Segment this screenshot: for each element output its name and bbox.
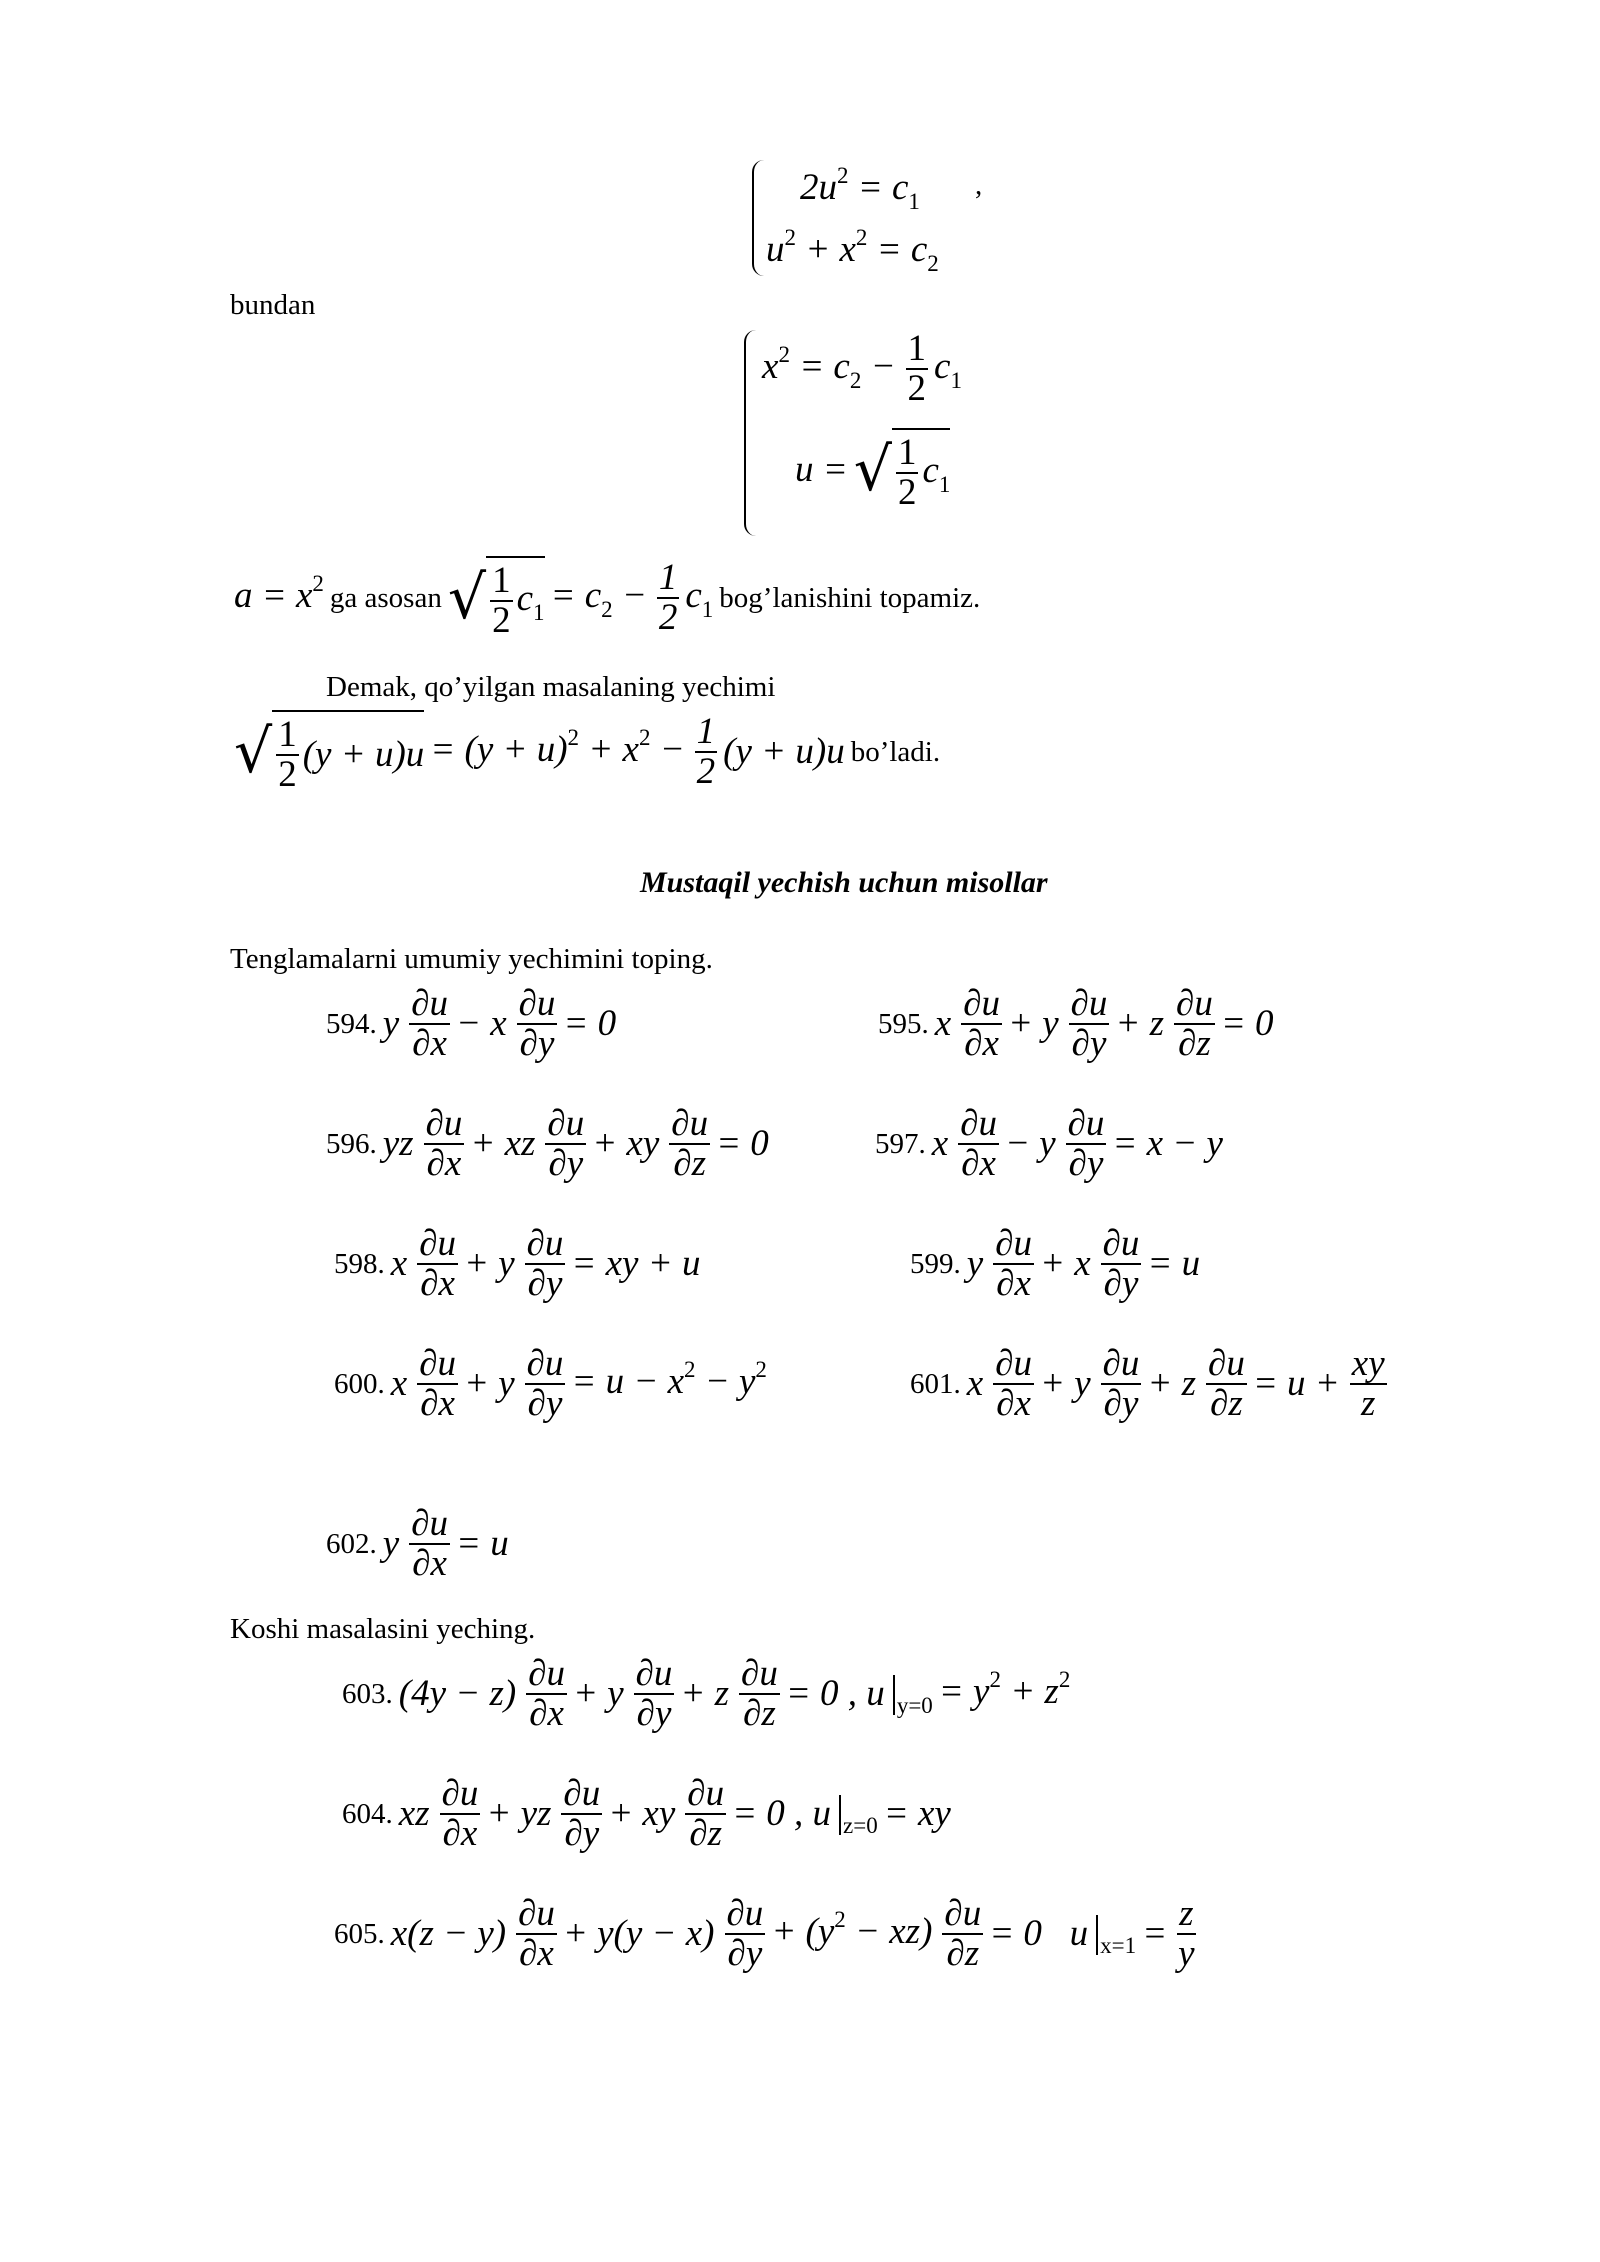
exercise-number: 598.: [334, 1248, 385, 1280]
exercise-604: 604. xz $\frac{\partial u}{\partial x}$ + yz $\frac{\partial u}{\partial y}$ + xy $\frac{\partial u}{\partial z}$ = 0 , u $_{z=0}$ = xy: [342, 1773, 951, 1854]
exercise-597: 597. x $\frac{\partial u}{\partial x}$ − y $\frac{\partial u}{\partial y}$ = x − y: [875, 1103, 1223, 1184]
text-demak: Demak, qo’yilgan masalaning yechimi: [326, 671, 776, 703]
text-ga-asosan: ga asosan: [329, 582, 442, 614]
exercise-603: 603. (4y − z) $\frac{\partial u}{\partial x}$ + y $\frac{\partial u}{\partial y}$ + z $\frac{\partial u}{\partial z}$ = 0 , u $_{y=0}$ = $y^2 + z^2$: [342, 1653, 1071, 1734]
solution-line: √ $\frac{1}{2}$ (y + u)u = $(y + u)^2 + x^2$ − $\frac{1}{2}$ (y + u)u bo’ladi.: [234, 711, 941, 795]
text-boladi: bo’ladi.: [850, 736, 941, 768]
system2-eq2: u = √ $\frac{1}{2}$ $c_1$: [795, 428, 956, 512]
system1-eq2: $u^2 + x^2 = c_2$: [766, 225, 939, 276]
exercise-number: 599.: [910, 1248, 961, 1280]
exercise-number: 595.: [878, 1008, 929, 1040]
system1-comma: ,: [975, 169, 983, 201]
system-brace-1: [752, 160, 764, 276]
exercise-number: 600.: [334, 1368, 385, 1400]
exercise-598: 598. x $\frac{\partial u}{\partial x}$ + y $\frac{\partial u}{\partial y}$ = xy + u: [334, 1223, 701, 1304]
exercise-602: 602. y $\frac{\partial u}{\partial x}$ = u: [326, 1503, 509, 1584]
exercise-601: 601. x $\frac{\partial u}{\partial x}$ + y $\frac{\partial u}{\partial y}$ + z $\frac{\partial u}{\partial z}$ = u + $\frac{xy}{z}$: [910, 1343, 1385, 1424]
text-bundan: bundan: [230, 289, 316, 321]
system1-eq1: $2u^2 = c_1$: [800, 163, 920, 214]
exercise-596: 596. yz $\frac{\partial u}{\partial x}$ + xz $\frac{\partial u}{\partial y}$ + xy $\frac{\partial u}{\partial z}$ = 0: [326, 1103, 769, 1184]
exercise-594: 594. y $\frac{\partial u}{\partial x}$ − x $\frac{\partial u}{\partial y}$ = 0: [326, 983, 617, 1064]
exercise-605: 605. x(z − y) $\frac{\partial u}{\partial x}$ + y(y − x) $\frac{\partial u}{\partial y}$ + $(y^2 - xz)$ $\frac{\partial u}{\partial z}$ = 0 u $_{x=1}$ = $\frac{z}{y}$: [334, 1893, 1195, 1974]
exercise-600: 600. x $\frac{\partial u}{\partial x}$ + y $\frac{\partial u}{\partial y}$ = $u - x^2 - y^2$: [334, 1343, 767, 1424]
exercise-number: 604.: [342, 1798, 393, 1830]
exercise-number: 594.: [326, 1008, 377, 1040]
text-boglanish: bog’lanishini topamiz.: [719, 582, 981, 614]
exercise-number: 601.: [910, 1368, 961, 1400]
exercise-599: 599. y $\frac{\partial u}{\partial x}$ + x $\frac{\partial u}{\partial y}$ = u: [910, 1223, 1201, 1304]
section-title: Mustaqil yechish uchun misollar: [640, 866, 1048, 899]
relation-line: $a = x^2$ ga asosan √ $\frac{1}{2}$ $c_1$ = $c_2$ − $\frac{1}{2}$ $c_1$ bog’lanishini topamiz.: [234, 557, 981, 641]
system2-eq1: $x^2 = c_2$ − $\frac{1}{2}$ $c_1$: [762, 328, 962, 409]
exercise-595: 595. x $\frac{\partial u}{\partial x}$ + y $\frac{\partial u}{\partial y}$ + z $\frac{\partial u}{\partial z}$ = 0: [878, 983, 1274, 1064]
exercise-number: 596.: [326, 1128, 377, 1160]
system-brace-2: [744, 330, 756, 536]
exercise-number: 602.: [326, 1528, 377, 1560]
exercise-number: 603.: [342, 1678, 393, 1710]
exercise-number: 597.: [875, 1128, 926, 1160]
text-tenglamalar: Tenglamalarni umumiy yechimini toping.: [230, 943, 713, 975]
exercise-number: 605.: [334, 1918, 385, 1950]
text-koshi: Koshi masalasini yeching.: [230, 1613, 536, 1645]
